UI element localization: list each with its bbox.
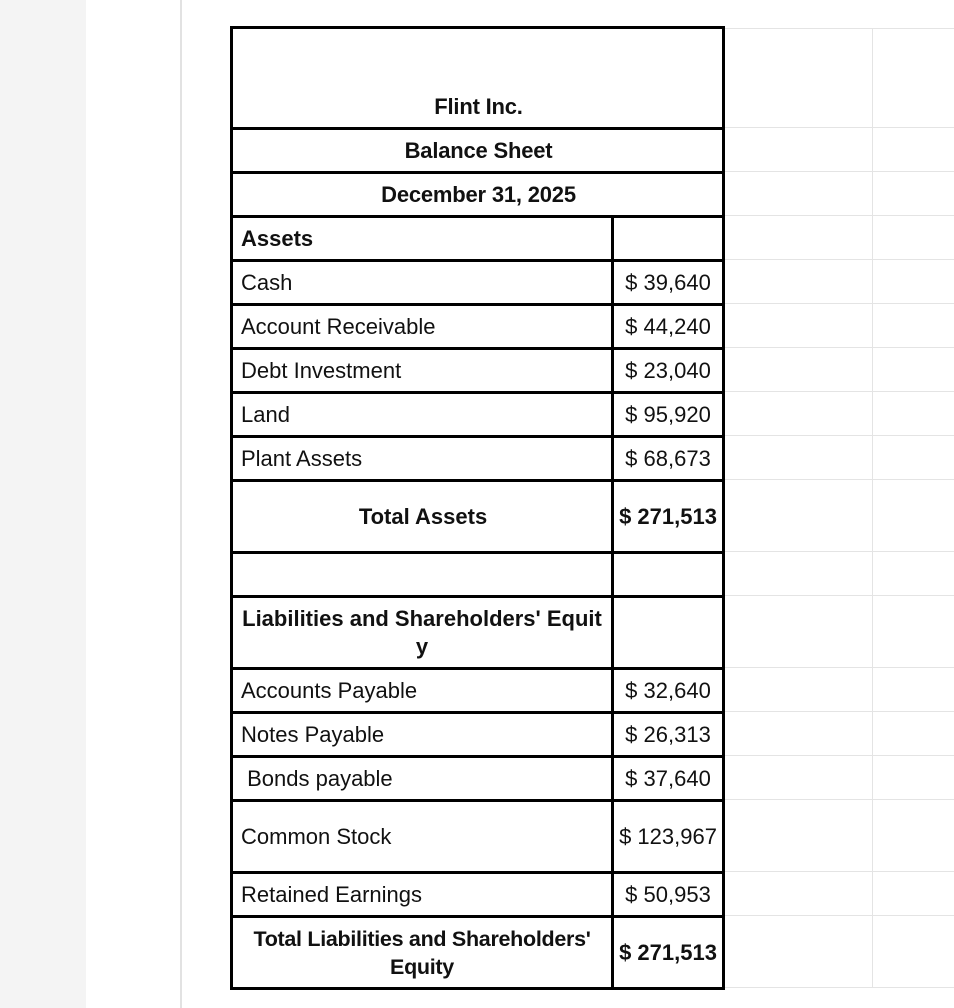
- line-item-amount: $ 26,313: [613, 713, 724, 757]
- page-gutter: [86, 0, 180, 1008]
- line-item-amount: $ 95,920: [613, 393, 724, 437]
- line-item-label: Notes Payable: [232, 713, 613, 757]
- statement-date: December 31, 2025: [232, 173, 724, 217]
- balance-sheet-table: [230, 26, 725, 990]
- empty-spreadsheet-cells: [724, 0, 954, 1008]
- table-row: [232, 349, 724, 393]
- table-row: [232, 305, 724, 349]
- line-item-label: Land: [232, 393, 613, 437]
- line-item-amount: $ 50,953: [613, 873, 724, 917]
- table-row: [232, 757, 724, 801]
- line-item-label: Retained Earnings: [232, 873, 613, 917]
- empty-cell: [613, 597, 724, 669]
- line-item-amount: $ 44,240: [613, 305, 724, 349]
- table-row: [232, 801, 724, 873]
- company-name: Flint Inc.: [232, 28, 724, 129]
- empty-cell: [232, 553, 613, 597]
- line-item-label: Cash: [232, 261, 613, 305]
- line-item-label: Debt Investment: [232, 349, 613, 393]
- table-row: [232, 669, 724, 713]
- total-assets-amount: $ 271,513: [613, 481, 724, 553]
- table-row: [232, 261, 724, 305]
- line-item-label: Account Receivable: [232, 305, 613, 349]
- total-liabilities-equity-label: Total Liabilities and Shareholders' Equity: [232, 917, 613, 989]
- empty-cell: [613, 217, 724, 261]
- liabilities-heading: Liabilities and Shareholders' Equity: [232, 597, 613, 669]
- left-margin: [0, 0, 86, 1008]
- assets-heading: Assets: [232, 217, 613, 261]
- line-item-amount: $ 39,640: [613, 261, 724, 305]
- table-row: [232, 713, 724, 757]
- table-row: [232, 393, 724, 437]
- empty-cell: [613, 553, 724, 597]
- line-item-amount: $ 23,040: [613, 349, 724, 393]
- line-item-label: Common Stock: [232, 801, 613, 873]
- line-item-label: Accounts Payable: [232, 669, 613, 713]
- line-item-amount: $ 68,673: [613, 437, 724, 481]
- table-row: [232, 873, 724, 917]
- total-liabilities-equity-amount: $ 271,513: [613, 917, 724, 989]
- table-row: [232, 437, 724, 481]
- statement-title: Balance Sheet: [232, 129, 724, 173]
- line-item-amount: $ 32,640: [613, 669, 724, 713]
- line-item-label: Plant Assets: [232, 437, 613, 481]
- line-item-label: Bonds payable: [232, 757, 613, 801]
- line-item-amount: $ 123,967: [613, 801, 724, 873]
- gutter-divider: [180, 0, 182, 1008]
- total-assets-label: Total Assets: [232, 481, 613, 553]
- line-item-amount: $ 37,640: [613, 757, 724, 801]
